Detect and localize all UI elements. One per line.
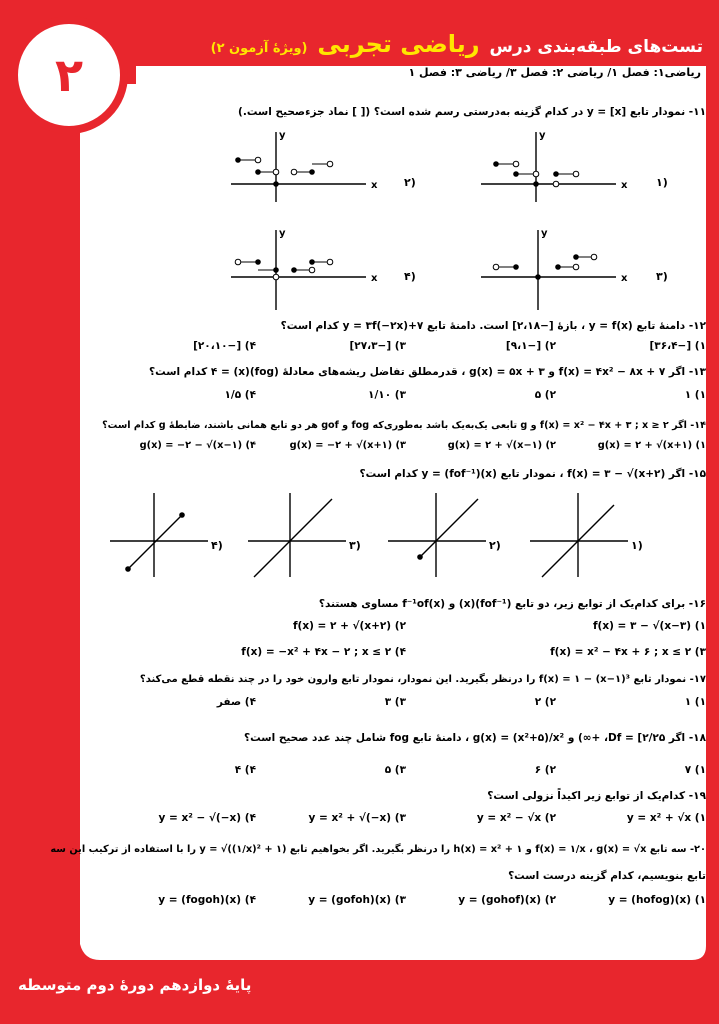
q15-label-1: ۱): [631, 539, 643, 552]
question-20: ۲۰- سه تابع f(x) = ۱/x ، g(x) = √x و h(x) = x² + ۱ را درنظر بگیرید. اگر بخواهیم تابع y = √((۱/x)² + ۱) را با استفاده از ترکیب این سه: [50, 844, 706, 855]
q14-option-3[interactable]: ۳) g(x) = −۲ + √(x+۱): [289, 440, 406, 451]
q17-option-3[interactable]: ۳) ۳: [384, 696, 406, 708]
header-title: [211, 30, 703, 58]
q17-option-1[interactable]: ۱) ۱: [684, 696, 706, 708]
footer-grade: پایهٔ دوازدهم دورهٔ دوم متوسطه: [18, 976, 252, 994]
header-title-sub: (ویژهٔ آزمون ۲): [210, 41, 308, 56]
question-13-options: [106, 389, 706, 401]
q15-label-3: ۳): [349, 539, 361, 552]
question-14-options: [106, 440, 706, 451]
q13-option-2[interactable]: ۲) ۵: [534, 389, 556, 401]
question-14: ۱۴- اگر f(x) = x² − ۴x + ۳ ; x ≥ ۲ و g تابعی یک‌به‌یک باشد به‌طوری‌که fog و gof هر دو تابع همانی باشند، ضابطهٔ g کدام است؟: [102, 420, 706, 431]
svg-text:x: x: [621, 273, 628, 284]
q15-graph-1: [528, 489, 628, 579]
q17-option-2[interactable]: ۲) ۲: [534, 696, 556, 708]
svg-text:y: y: [279, 228, 286, 239]
question-17-options: [106, 696, 706, 708]
q11-graph-3: [476, 222, 651, 312]
q12-option-3[interactable]: ۳) [−۲۷،۳]: [349, 340, 406, 352]
svg-text:y: y: [541, 228, 548, 239]
question-16-options-row2: [106, 646, 706, 658]
header-chapters: ریاضی۱: فصل ۱/ ریاضی ۲: فصل ۳/ ریاضی ۳: فصل ۱: [408, 66, 701, 79]
q14-option-1[interactable]: ۱) g(x) = ۲ + √(x+۱): [597, 440, 706, 451]
svg-text:y: y: [539, 130, 546, 141]
q18-option-3[interactable]: ۳) ۵: [384, 764, 406, 776]
q11-label-4: ۴): [404, 270, 416, 283]
q19-option-1[interactable]: ۱) y = x² + √x: [626, 812, 706, 824]
q20-option-2[interactable]: ۲) y = (gohof)(x): [458, 894, 556, 906]
question-12-options: [106, 340, 706, 352]
question-13: ۱۳- اگر f(x) = ۴x² − ۸x + ۷ و g(x) = ۵x + ۳ ، قدرمطلق تفاضل ریشه‌های معادلهٔ (fog)(x) = ۴ کدام است؟: [149, 366, 706, 378]
q11-label-3: ۳): [656, 270, 668, 283]
q16-option-4[interactable]: ۴) f(x) = −x² + ۴x − ۲ ; x ≤ ۲: [241, 646, 406, 658]
q20-option-4[interactable]: ۴) y = (fogoh)(x): [158, 894, 256, 906]
q19-option-2[interactable]: ۲) y = x² − √x: [476, 812, 556, 824]
question-16: ۱۶- برای کدام‌یک از توابع زیر، دو تابع (fof⁻¹)(x) و f⁻¹of(x) مساوی هستند؟: [318, 598, 706, 610]
q11-graph-1: [476, 124, 651, 204]
question-20-options: [106, 894, 706, 906]
question-17: ۱۷- نمودار تابع f(x) = ۱ − (x−۱)³ را درنظر بگیرید. این نمودار، نمودار تابع وارون خود را در چند نقطه قطع می‌کند؟: [139, 674, 706, 685]
header-title-prefix: تست‌های طبقه‌بندی درس: [489, 37, 703, 57]
q16-option-2[interactable]: ۲) f(x) = ۲ + √(x+۲): [292, 620, 406, 632]
question-18-options: [106, 764, 706, 776]
q18-option-4[interactable]: ۴) ۴: [234, 764, 256, 776]
q19-option-3[interactable]: ۳) y = x² + √(−x): [308, 812, 406, 824]
q12-option-2[interactable]: ۲) [−۹،۱]: [505, 340, 556, 352]
q20-option-3[interactable]: ۳) y = (gofoh)(x): [308, 894, 406, 906]
q18-option-1[interactable]: ۱) ۷: [684, 764, 706, 776]
q15-label-2: ۲): [489, 539, 501, 552]
q15-graph-2: [386, 489, 486, 579]
question-18: ۱۸- اگر Df = [۲/۲۵، +∞) و g(x) = (x²+۵)/x² ، دامنهٔ تابع fog شامل چند عدد صحیح است؟: [244, 732, 706, 744]
q11-label-1: ۱): [656, 176, 668, 189]
q15-graph-3: [246, 489, 346, 579]
page-number-badge: ۲: [10, 16, 128, 134]
q17-option-4[interactable]: ۴) صفر: [216, 696, 256, 708]
q15-label-4: ۴): [211, 539, 223, 552]
question-20-line2: تابع بنویسیم، کدام گزینه درست است؟: [508, 870, 706, 882]
q18-option-2[interactable]: ۲) ۶: [534, 764, 556, 776]
q12-option-4[interactable]: ۴) [−۲۰،۱۰]: [193, 340, 256, 352]
question-11: ۱۱- نمودار تابع y = [x] در کدام گزینه به‌درستی رسم شده است؟ ([ ] نماد جزء‌صحیح است.): [238, 106, 706, 118]
svg-text:y: y: [279, 130, 286, 141]
questions-area: [50, 84, 706, 958]
q11-label-2: ۲): [404, 176, 416, 189]
svg-text:x: x: [371, 180, 378, 191]
q14-option-2[interactable]: ۲) g(x) = ۲ + √(x−۱): [447, 440, 556, 451]
q13-option-4[interactable]: ۴) ۱/۵: [224, 389, 256, 401]
q20-option-1[interactable]: ۱) y = (hofog)(x): [608, 894, 706, 906]
question-15: ۱۵- اگر f(x) = ۳ − √(x+۲) ، نمودار تابع y = (fof⁻¹)(x) کدام است؟: [359, 468, 706, 480]
svg-text:x: x: [621, 180, 628, 191]
header-title-main: ریاضی تجربی: [317, 30, 480, 58]
q19-option-4[interactable]: ۴) y = x² − √(−x): [158, 812, 256, 824]
q16-option-3[interactable]: ۳) f(x) = x² − ۴x + ۶ ; x ≤ ۲: [550, 646, 706, 658]
q13-option-1[interactable]: ۱) ۱: [684, 389, 706, 401]
q11-graph-2: [226, 124, 401, 204]
q16-option-1[interactable]: ۱) f(x) = ۳ − √(x−۳): [592, 620, 706, 632]
q13-option-3[interactable]: ۳) ۱/۱۰: [368, 389, 406, 401]
question-19-options: [106, 812, 706, 824]
q12-option-1[interactable]: ۱) [−۳۶،۴]: [649, 340, 706, 352]
q11-graph-4: [226, 222, 401, 312]
q14-option-4[interactable]: ۴) g(x) = −۲ − √(x−۱): [139, 440, 256, 451]
question-16-options-row1: [106, 620, 706, 632]
q15-graph-4: [108, 489, 208, 579]
svg-text:x: x: [371, 273, 378, 284]
question-19: ۱۹- کدام‌یک از توابع زیر اکیداً نزولی است؟: [487, 790, 706, 802]
question-12: ۱۲- دامنهٔ تابع y = f(x) ، بازهٔ [−۲،۱۸] است. دامنهٔ تابع y = ۳f(−۲x)+۷ کدام است؟: [280, 320, 706, 332]
